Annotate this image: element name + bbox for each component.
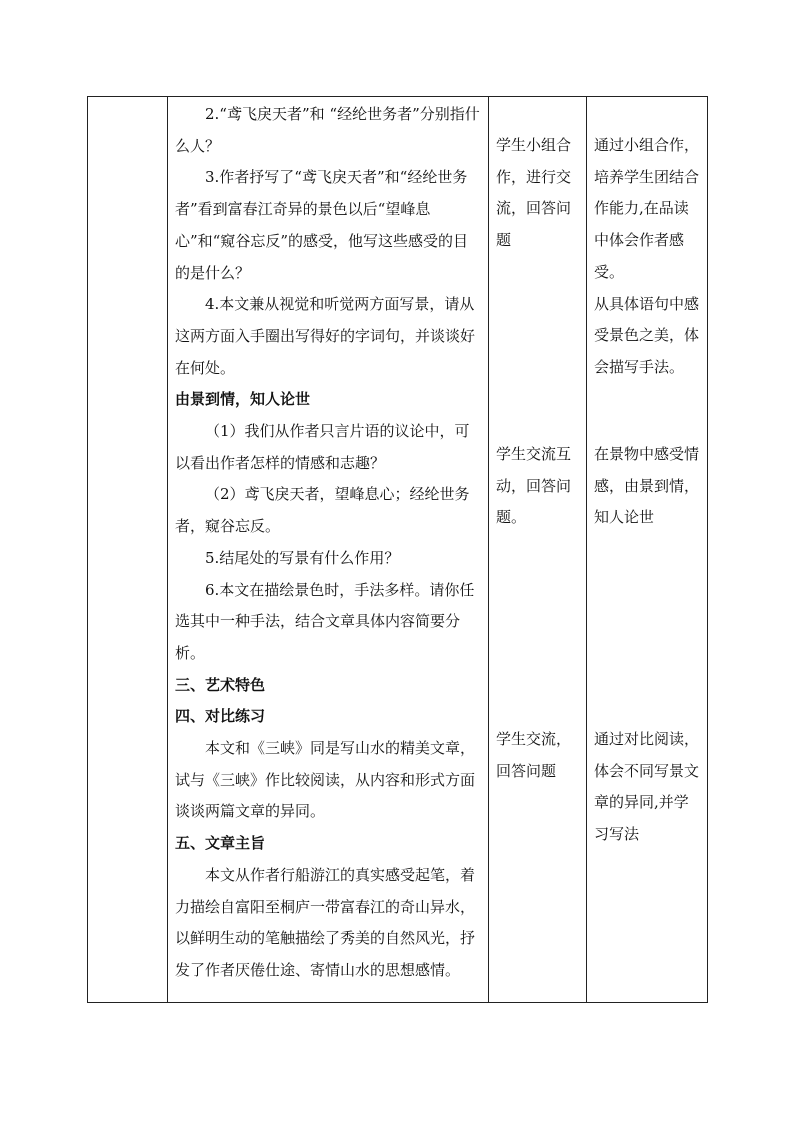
question-5: 5.结尾处的写景有什么作用？ [205, 548, 400, 567]
student-activity-2: 学生交流互动，回答问题。 [496, 445, 572, 527]
question-4: 4.本文兼从视觉和听觉两方面写景，请从这两方面入手圈出写得好的字词句，并谈谈好在何处。 [175, 295, 476, 377]
question-3: 3.作者抒写了“鸢飞戾天者”和“经纶世务者”看到富春江奇异的景色以后“望峰息心”和“窥谷忘反”的感受，他写这些感受的目的是什么？ [175, 168, 469, 282]
student-activity-cell [489, 97, 587, 1003]
student-activity-3: 学生交流，回答问题 [496, 730, 572, 780]
student-activity-1: 学生小组合作，进行交流，回答问题 [496, 136, 572, 250]
teaching-content-cell [168, 97, 489, 1003]
design-intent-3: 在景物中感受情感，由景到情，知人论世 [594, 445, 700, 527]
sub-question-1: （1）我们从作者只言片语的议论中，可以看出作者怎样的情感和志趣？ [175, 422, 470, 472]
sub-question-2: （2）鸢飞戾天者，望峰息心；经纶世务者，窥谷忘反。 [175, 485, 470, 536]
lesson-plan-table [87, 96, 708, 1003]
blank-column-cell [88, 97, 168, 1003]
design-intent-2: 从具体语句中感受景色之美，体会描写手法。 [594, 294, 700, 376]
section-heading-theme: 五、文章主旨 [175, 834, 266, 853]
design-intent-cell [587, 97, 708, 1003]
design-intent-1: 通过小组合作，培养学生团结合作能力,在品读中体会作者感受。 [594, 136, 700, 281]
compare-paragraph: 本文和《三峡》同是写山水的精美文章，试与《三峡》作比较阅读，从内容和形式方面谈谈两篇文章的异同。 [175, 739, 476, 821]
theme-paragraph: 本文从作者行船游江的真实感受起笔，着力描绘自富阳至桐庐一带富春江的奇山异水，以鲜明生动的笔触描绘了秀美的自然风光，抒发了作者厌倦仕途、寄情山水的思想感情。 [175, 865, 476, 979]
design-intent-4: 通过对比阅读，体会不同写景文章的异同,并学习写法 [594, 730, 700, 844]
section-heading-emotion: 由景到情，知人论世 [175, 390, 311, 409]
question-2: 2.“鸢飞戾天者”和 “经纶世务者”分别指什么人？ [175, 105, 480, 155]
section-heading-art: 三、艺术特色 [175, 675, 266, 694]
section-heading-compare: 四、对比练习 [175, 707, 266, 726]
question-6: 6.本文在描绘景色时，手法多样。请你任选其中一种手法，结合文章具体内容简要分析。 [175, 580, 475, 662]
